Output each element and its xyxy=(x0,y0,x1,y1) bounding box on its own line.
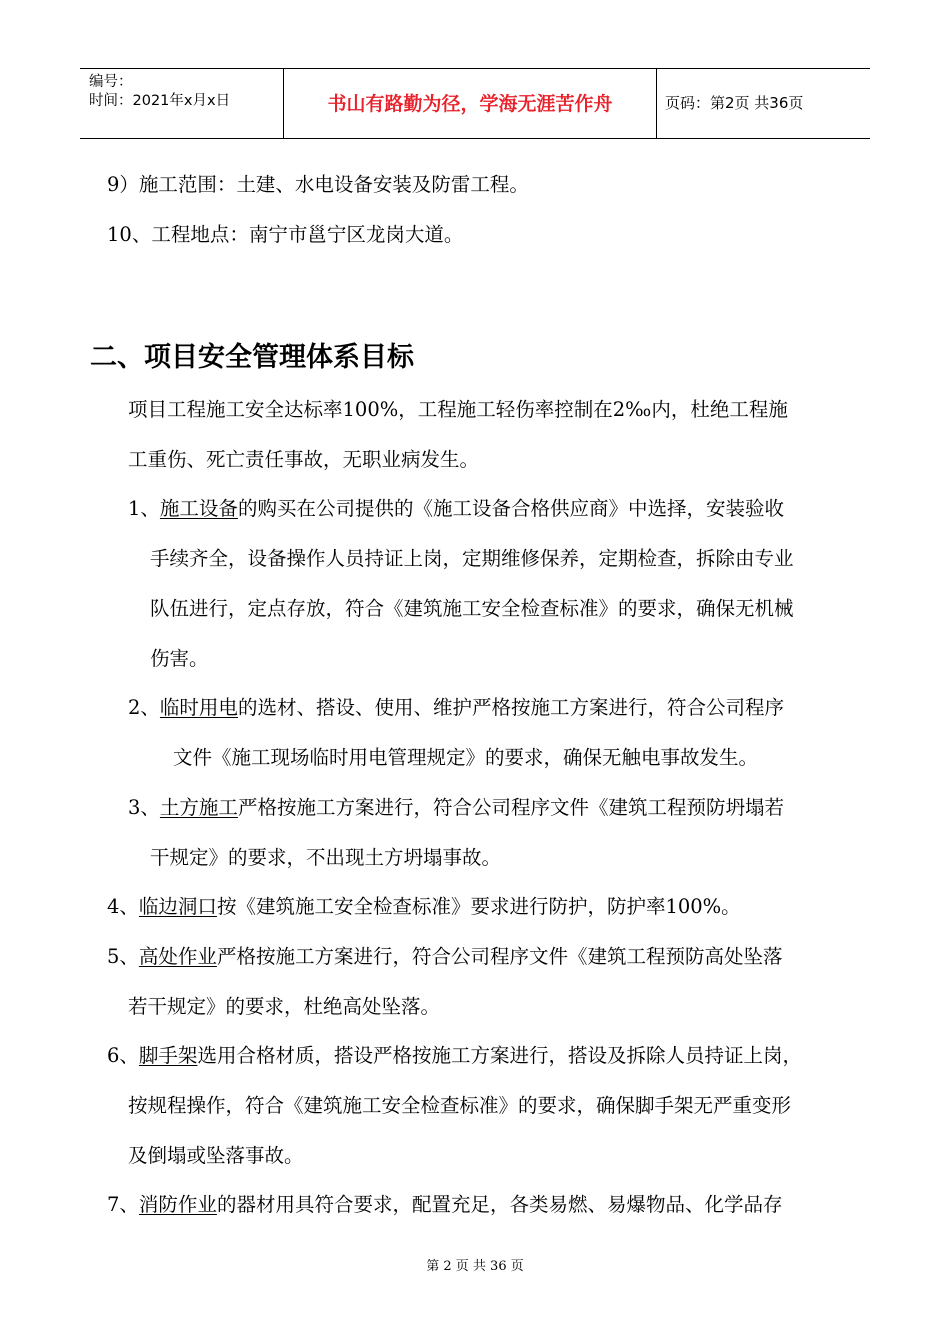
list-item-continuation: 按规程操作，符合《建筑施工安全检查标准》的要求，确保脚手架无严重变形 xyxy=(128,1094,792,1117)
item-number: 3、 xyxy=(128,796,160,819)
item-text: 严格按施工方案进行，符合公司程序文件《建筑工程预防高处坠落 xyxy=(216,945,783,968)
header-motto: 书山有路勤为径，学海无涯苦作舟 xyxy=(327,93,613,115)
header-meta xyxy=(89,73,230,111)
item-text: 严格按施工方案进行，符合公司程序文件《建筑工程预防坍塌若 xyxy=(237,796,784,819)
item-text: 的购买在公司提供的《施工设备合格供应商》中选择，安装验收 xyxy=(237,497,784,520)
item-number: 2、 xyxy=(128,696,160,719)
header-divider xyxy=(656,69,657,138)
item-keyword: 高处作业 xyxy=(138,945,217,968)
item-text: 的选材、搭设、使用、维护严格按施工方案进行，符合公司程序 xyxy=(237,696,784,719)
scope-line: 9）施工范围：土建、水电设备安装及防雷工程。 xyxy=(107,173,529,196)
list-item-head xyxy=(107,943,782,971)
item-number: 7、 xyxy=(107,1193,139,1216)
list-item-head xyxy=(128,495,784,523)
number-label: 编号： xyxy=(89,74,133,90)
time-label: 时间：2021年x月x日 xyxy=(89,93,231,109)
header-page-label: 页码：第2页 共36页 xyxy=(665,94,804,112)
item-text: 按《建筑施工安全检查标准》要求进行防护，防护率100%。 xyxy=(216,895,741,918)
item-number: 1、 xyxy=(128,497,160,520)
item-keyword: 临边洞口 xyxy=(138,895,217,918)
list-item-continuation: 伤害。 xyxy=(150,647,209,670)
location-line: 10、工程地点：南宁市邕宁区龙岗大道。 xyxy=(107,223,464,246)
list-item-continuation: 队伍进行，定点存放，符合《建筑施工安全检查标准》的要求，确保无机械 xyxy=(150,597,794,620)
list-item-head xyxy=(107,1042,802,1070)
document-header xyxy=(80,68,870,139)
item-keyword: 消防作业 xyxy=(138,1193,217,1216)
list-item-head xyxy=(107,893,741,921)
item-number: 5、 xyxy=(107,945,139,968)
list-item-continuation: 手续齐全，设备操作人员持证上岗，定期维修保养，定期检查，拆除由专业 xyxy=(150,547,794,570)
list-item-continuation: 干规定》的要求，不出现土方坍塌事故。 xyxy=(150,846,502,869)
item-keyword: 施工设备 xyxy=(159,497,238,520)
intro-line: 项目工程施工安全达标率100%，工程施工轻伤率控制在2‰内，杜绝工程施 xyxy=(128,398,788,421)
item-text: 的器材用具符合要求，配置充足，各类易燃、易爆物品、化学品存 xyxy=(216,1193,783,1216)
page-footer: 第 2 页 共 36 页 xyxy=(426,1259,524,1274)
list-item-continuation: 及倒塌或坠落事故。 xyxy=(128,1144,304,1167)
list-item-head xyxy=(128,794,784,822)
item-keyword: 临时用电 xyxy=(159,696,238,719)
item-number: 4、 xyxy=(107,895,139,918)
list-item-head xyxy=(107,1191,782,1219)
item-number: 6、 xyxy=(107,1044,139,1067)
intro-line: 工重伤、死亡责任事故，无职业病发生。 xyxy=(128,448,480,471)
item-keyword: 脚手架 xyxy=(138,1044,198,1067)
list-item-continuation: 若干规定》的要求，杜绝高处坠落。 xyxy=(128,995,441,1018)
list-item-continuation: 文件《施工现场临时用电管理规定》的要求，确保无触电事故发生。 xyxy=(173,746,759,769)
item-keyword: 土方施工 xyxy=(159,796,238,819)
item-text: 选用合格材质，搭设严格按施工方案进行，搭设及拆除人员持证上岗， xyxy=(197,1044,802,1067)
section-title: 二、项目安全管理体系目标 xyxy=(90,342,414,373)
list-item-head xyxy=(128,694,784,722)
